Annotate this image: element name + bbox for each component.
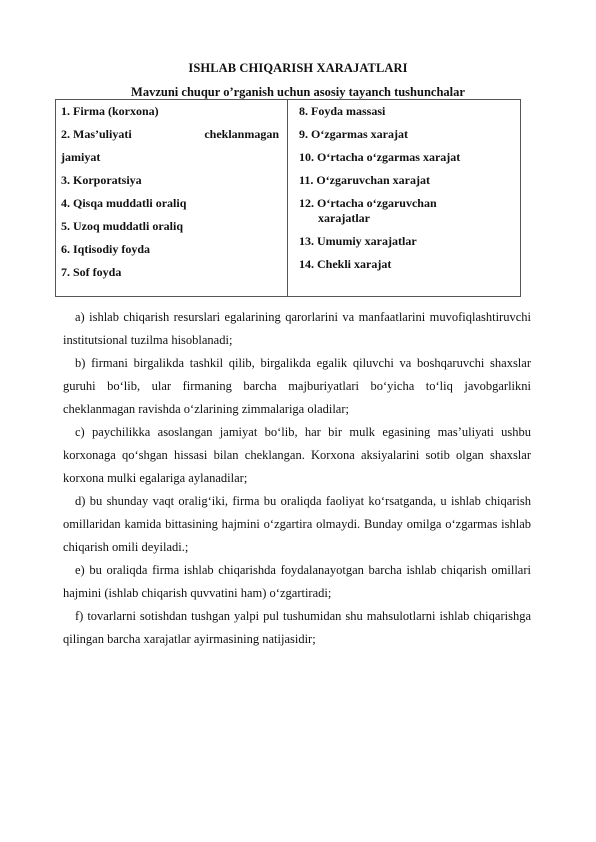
term-item: 4. Qisqa muddatli oraliq — [61, 196, 187, 210]
definition-paragraph: a) ishlab chiqarish resurslari egalarining qarorlarini va manfaatlarini muvofiqlashtiruvchi institutsional tuzilma hisoblanadi; — [63, 310, 531, 347]
term-item-part: cheklanmagan — [204, 127, 279, 141]
term-item: 6. Iqtisodiy foyda — [61, 242, 151, 256]
terms-right-column — [288, 100, 520, 296]
term-item: 10. O‘rtacha o‘zgarmas xarajat — [299, 150, 461, 164]
definition-paragraph: d) bu shunday vaqt oralig‘iki, firma bu oraliqda faoliyat ko‘rsatganda, u ishlab chiqarish omillaridan kamida bittasining hajmini o‘zgartira olmaydi. Bunday omilga o‘zgarmas ishlab chiqarish omili deyiladi.; — [63, 494, 531, 554]
term-item: 14. Chekli xarajat — [299, 257, 392, 271]
definition-paragraph: b) firmani birgalikda tashkil qilib, birgalikda egalik qiluvchi va boshqaruvchi shaxslar guruhi bo‘lib, ular firmaning barcha majburiyatlari bo‘yicha to‘liq javobgarlikni cheklanmagan ravishda o‘zlarining zimmalariga oladilar; — [63, 356, 531, 416]
term-item: 9. O‘zgarmas xarajat — [299, 127, 408, 141]
term-item: 1. Firma (korxona) — [61, 104, 159, 118]
definition-paragraph: e) bu oraliqda firma ishlab chiqarishda foydalanayotgan barcha ishlab chiqarish omillari hajmini (ishlab chiqarish quvvatini ham) o‘zgartiradi; — [63, 563, 531, 600]
term-item: 5. Uzoq muddatli oraliq — [61, 219, 184, 233]
term-item: 13. Umumiy xarajatlar — [299, 234, 417, 248]
term-item-part: 2. Mas’uliyati — [61, 127, 132, 141]
page-title: ISHLAB CHIQARISH XARAJATLARI — [188, 61, 408, 75]
definition-paragraph: f) tovarlarni sotishdan tushgan yalpi pul tushumidan shu mahsulotlarni ishlab chiqarishga qilingan barcha xarajatlar ayirmasining natijasidir; — [63, 609, 531, 646]
definitions-list — [63, 306, 531, 651]
term-item: 12. O‘rtacha o‘zgaruvchan — [299, 196, 437, 210]
term-item — [61, 123, 279, 146]
term-item: 8. Foyda massasi — [299, 104, 386, 118]
term-item: 3. Korporatsiya — [61, 173, 142, 187]
term-item-continuation: xarajatlar — [318, 211, 370, 225]
terms-left-column — [56, 100, 288, 296]
page-subtitle: Mavzuni chuqur o’rganish uchun asosiy tayanch tushunchalar — [131, 85, 465, 99]
definition-paragraph: c) paychilikka asoslangan jamiyat bo‘lib, har bir mulk egasining mas’uliyati ushbu korxonaga qo‘shgan hissasi bilan cheklangan. Korxona aksiyalarini sotib olgan shaxslar korxona mulki egalariga aylanadilar; — [63, 425, 531, 485]
term-item: 7. Sof foyda — [61, 265, 122, 279]
term-item-part: jamiyat — [61, 150, 101, 164]
terms-table — [55, 99, 521, 297]
term-item: 11. O‘zgaruvchan xarajat — [299, 173, 430, 187]
